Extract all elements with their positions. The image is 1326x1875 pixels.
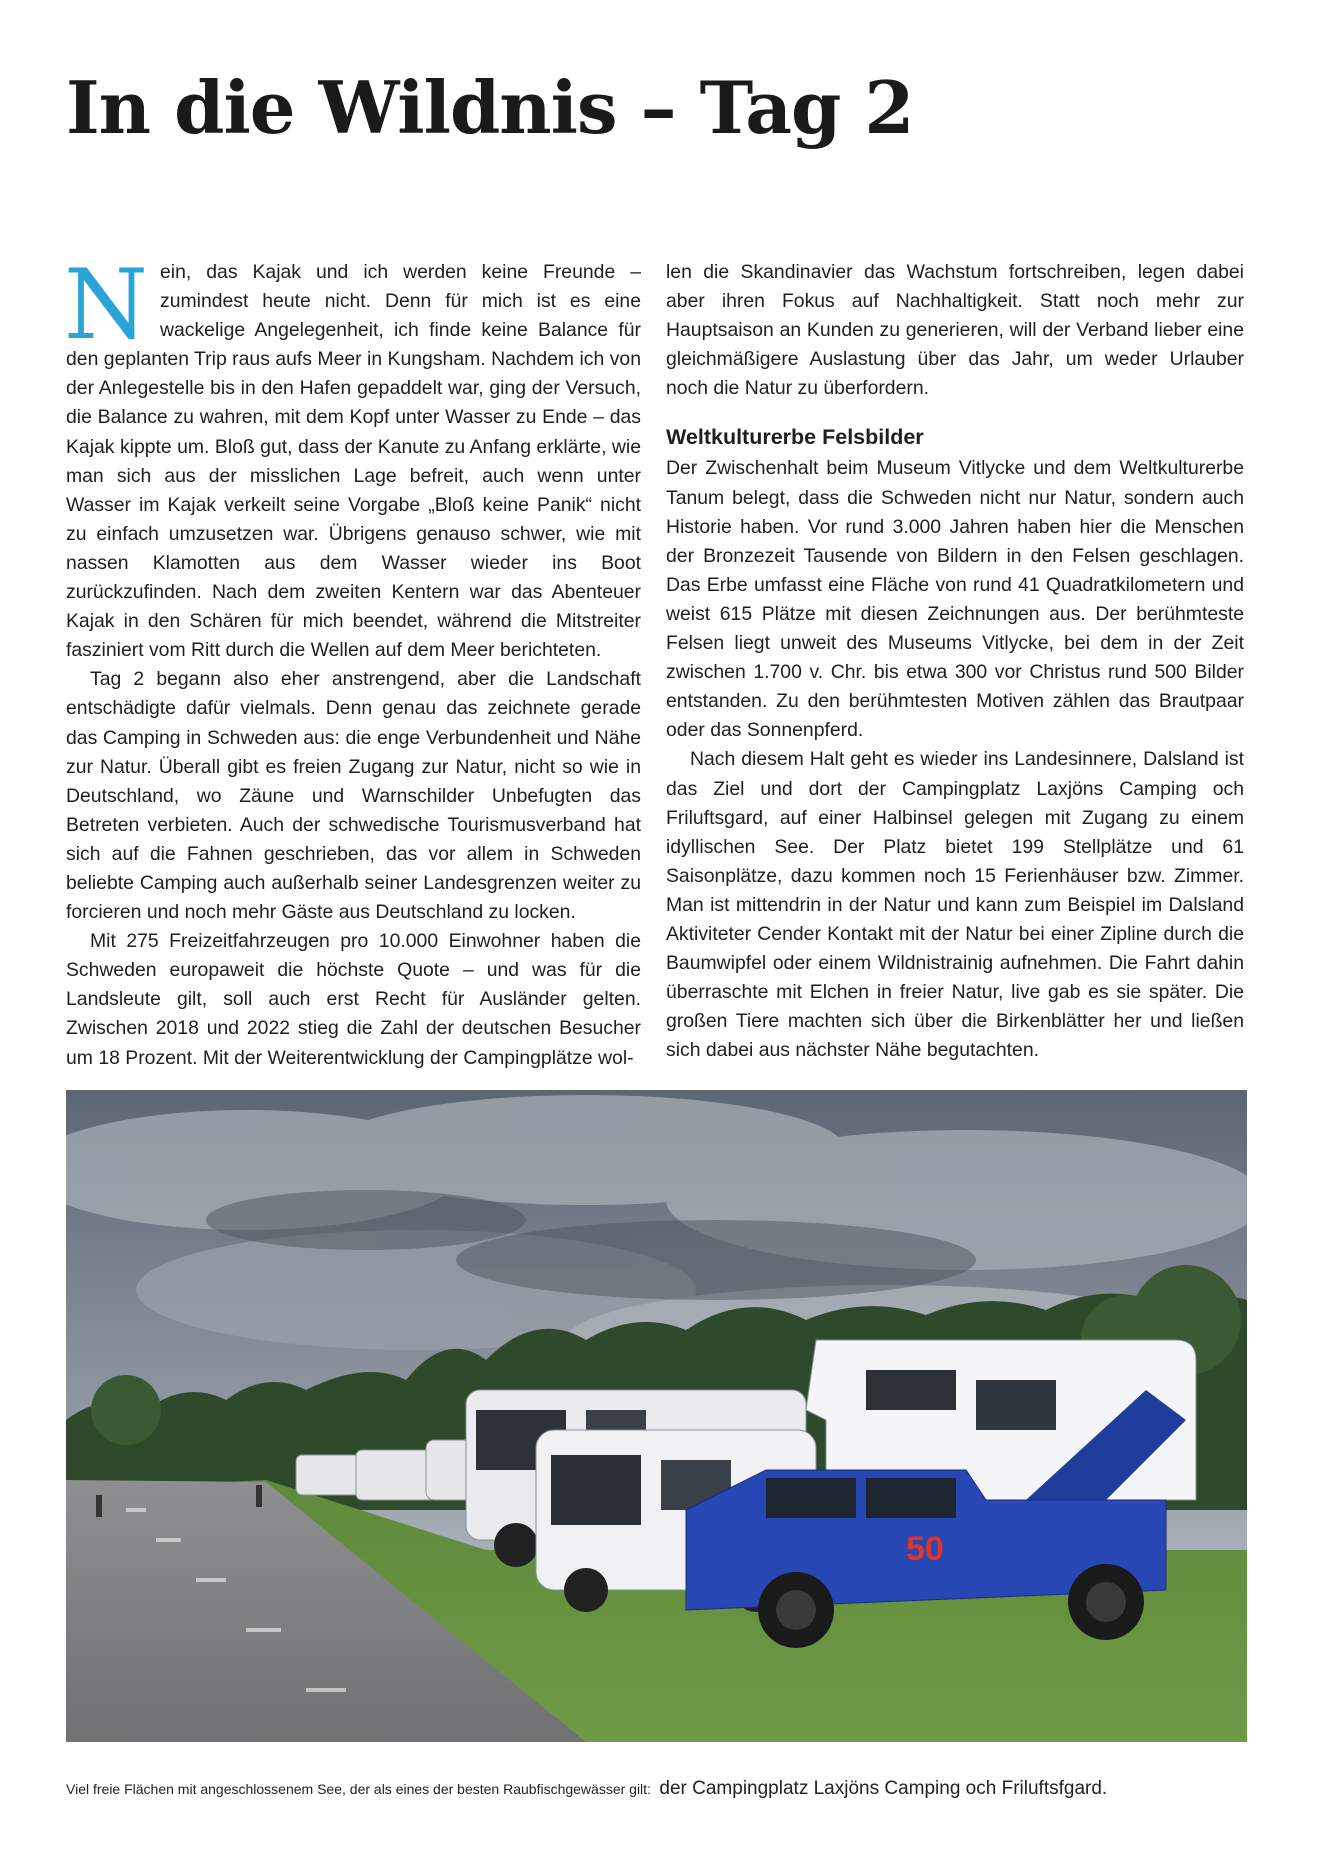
article-paragraph-2: Tag 2 begann also eher anstrengend, aber die Landschaft entschädigte dafür vielmals. Denn genau das zeichnete gerade das Camping in Schweden aus: die enge Verbundenheit und Nähe zur Natur. Überall gibt es freien Zugang zur Natur, nicht so wie in Deutschland, wo Zäune und Warnschilder Unbefugten das Betreten verbieten. Auch der schwedische Tourismusverband hat sich auf die Fahnen geschrieben, das vor allem in Schweden beliebte Camping auch außerhalb seiner Landesgrenzen weiter zu forcieren und noch mehr Gäste aus Deutschland zu locken. <box>66 668 641 924</box>
article-paragraph-3: Mit 275 Freizeitfahrzeugen pro 10.000 Einwohner haben die Schweden europaweit die höchste Quote – und was für die Landsleute gilt, soll auch erst Recht für Ausländer gelten. Zwischen 2018 und 2022 stieg die Zahl der deutschen Besucher um 18 Prozent. Mit der Weiterentwicklung der Campingplätze wol- <box>66 930 641 1069</box>
article-paragraph-4: len die Skandinavier das Wachstum fortschreiben, legen dabei aber ihren Fokus auf Nachhaltigkeit. Statt noch mehr zur Hauptsaison an Kunden zu generieren, will der Verband lieber eine gleichmäßigere Auslastung über das Jahr, um weder Urlauber noch die Natur zu überfordern. <box>666 261 1244 400</box>
photo-caption <box>66 1778 1266 1800</box>
caption-highlight: der Campingplatz Laxjöns Camping och Friluftsfgard. <box>659 1778 1108 1799</box>
article-right-column <box>666 258 1244 1065</box>
campsite-photo <box>66 1090 1247 1742</box>
article-paragraph-5: Der Zwischenhalt beim Museum Vitlycke und dem Weltkulturerbe Tanum belegt, dass die Schweden nicht nur Natur, sondern auch Historie haben. Vor rund 3.000 Jahren haben hier die Menschen der Bronzezeit Tausende von Bildern in den Felsen geschlagen. Das Erbe umfasst eine Fläche von rund 41 Quadratkilometern und weist 615 Plätze mit diesen Zeichnungen aus. Der berühmteste Felsen liegt unweit des Museums Vitlycke, bei dem in der Zeit zwischen 1.700 v. Chr. bis etwa 300 vor Christus rund 500 Bilder entstanden. Zu den berühmtesten Motiven zählen das Brautpaar oder das Sonnenpferd. <box>666 457 1244 742</box>
page-title: In die Wildnis – Tag 2 <box>66 65 914 150</box>
article-paragraph-1: Nein, das Kajak und ich werden keine Freunde – zumindest heute nicht. Denn für mich ist es eine wackelige Angelegenheit, ich finde keine Balance für den geplanten Trip raus aufs Meer in Kungsham. Nachdem ich von der Anlegestelle bis in den Hafen gepaddelt war, ging der Versuch, die Balance zu wahren, mit dem Kopf unter Wasser zu Ende – das Kajak kippte um. Bloß gut, dass der Kanute zu Anfang erklärte, wie man sich aus der misslichen Lage befreit, auch wenn unter Wasser im Kajak verkeilt seine Vorgabe „Bloß keine Panik“ nicht zu einfach umzusetzen war. Übrigens genauso schwer, wie mit nassen Klamotten aus dem Wasser wieder ins Boot zurückzufinden. Nach dem zweiten Kentern war das Abenteuer Kajak in den Schären für mich beendet, während die Mitstreiter fasziniert vom Ritt durch die Wellen auf dem Meer berichteten. <box>64 249 641 662</box>
caption-text: Viel freie Flächen mit angeschlossenem See, der als eines der besten Raubfischgewässer gilt: <box>66 1781 651 1797</box>
vehicle-badge: 50 <box>906 1530 944 1568</box>
article-left-column <box>64 249 641 1073</box>
article-paragraph-6: Nach diesem Halt geht es wieder ins Landesinnere, Dalsland ist das Ziel und dort der Campingplatz Laxjöns Camping och Friluftsgard, auf einer Halbinsel gelegen mit Zugang zu einem idyllischen See. Der Platz bietet 199 Stellplätze und 61 Saisonplätze, dazu kommen noch 15 Ferienhäuser bzw. Zimmer. Man ist mittendrin in der Natur und kann zum Beispiel im Dalsland Aktiviteter Cender Kontakt mit der Natur bei einer Zipline durch die Baumwipfel oder einem Wildnistrainig aufnehmen. Die Fahrt dahin überraschte mit Elchen in freier Natur, live gab es sie später. Die großen Tiere machten sich über die Birkenblätter her und ließen sich dabei aus nächster Nähe begutachten. <box>666 748 1244 1062</box>
drop-cap: N <box>64 249 148 361</box>
section-subheading: Weltkulturerbe Felsbilder <box>666 425 924 450</box>
